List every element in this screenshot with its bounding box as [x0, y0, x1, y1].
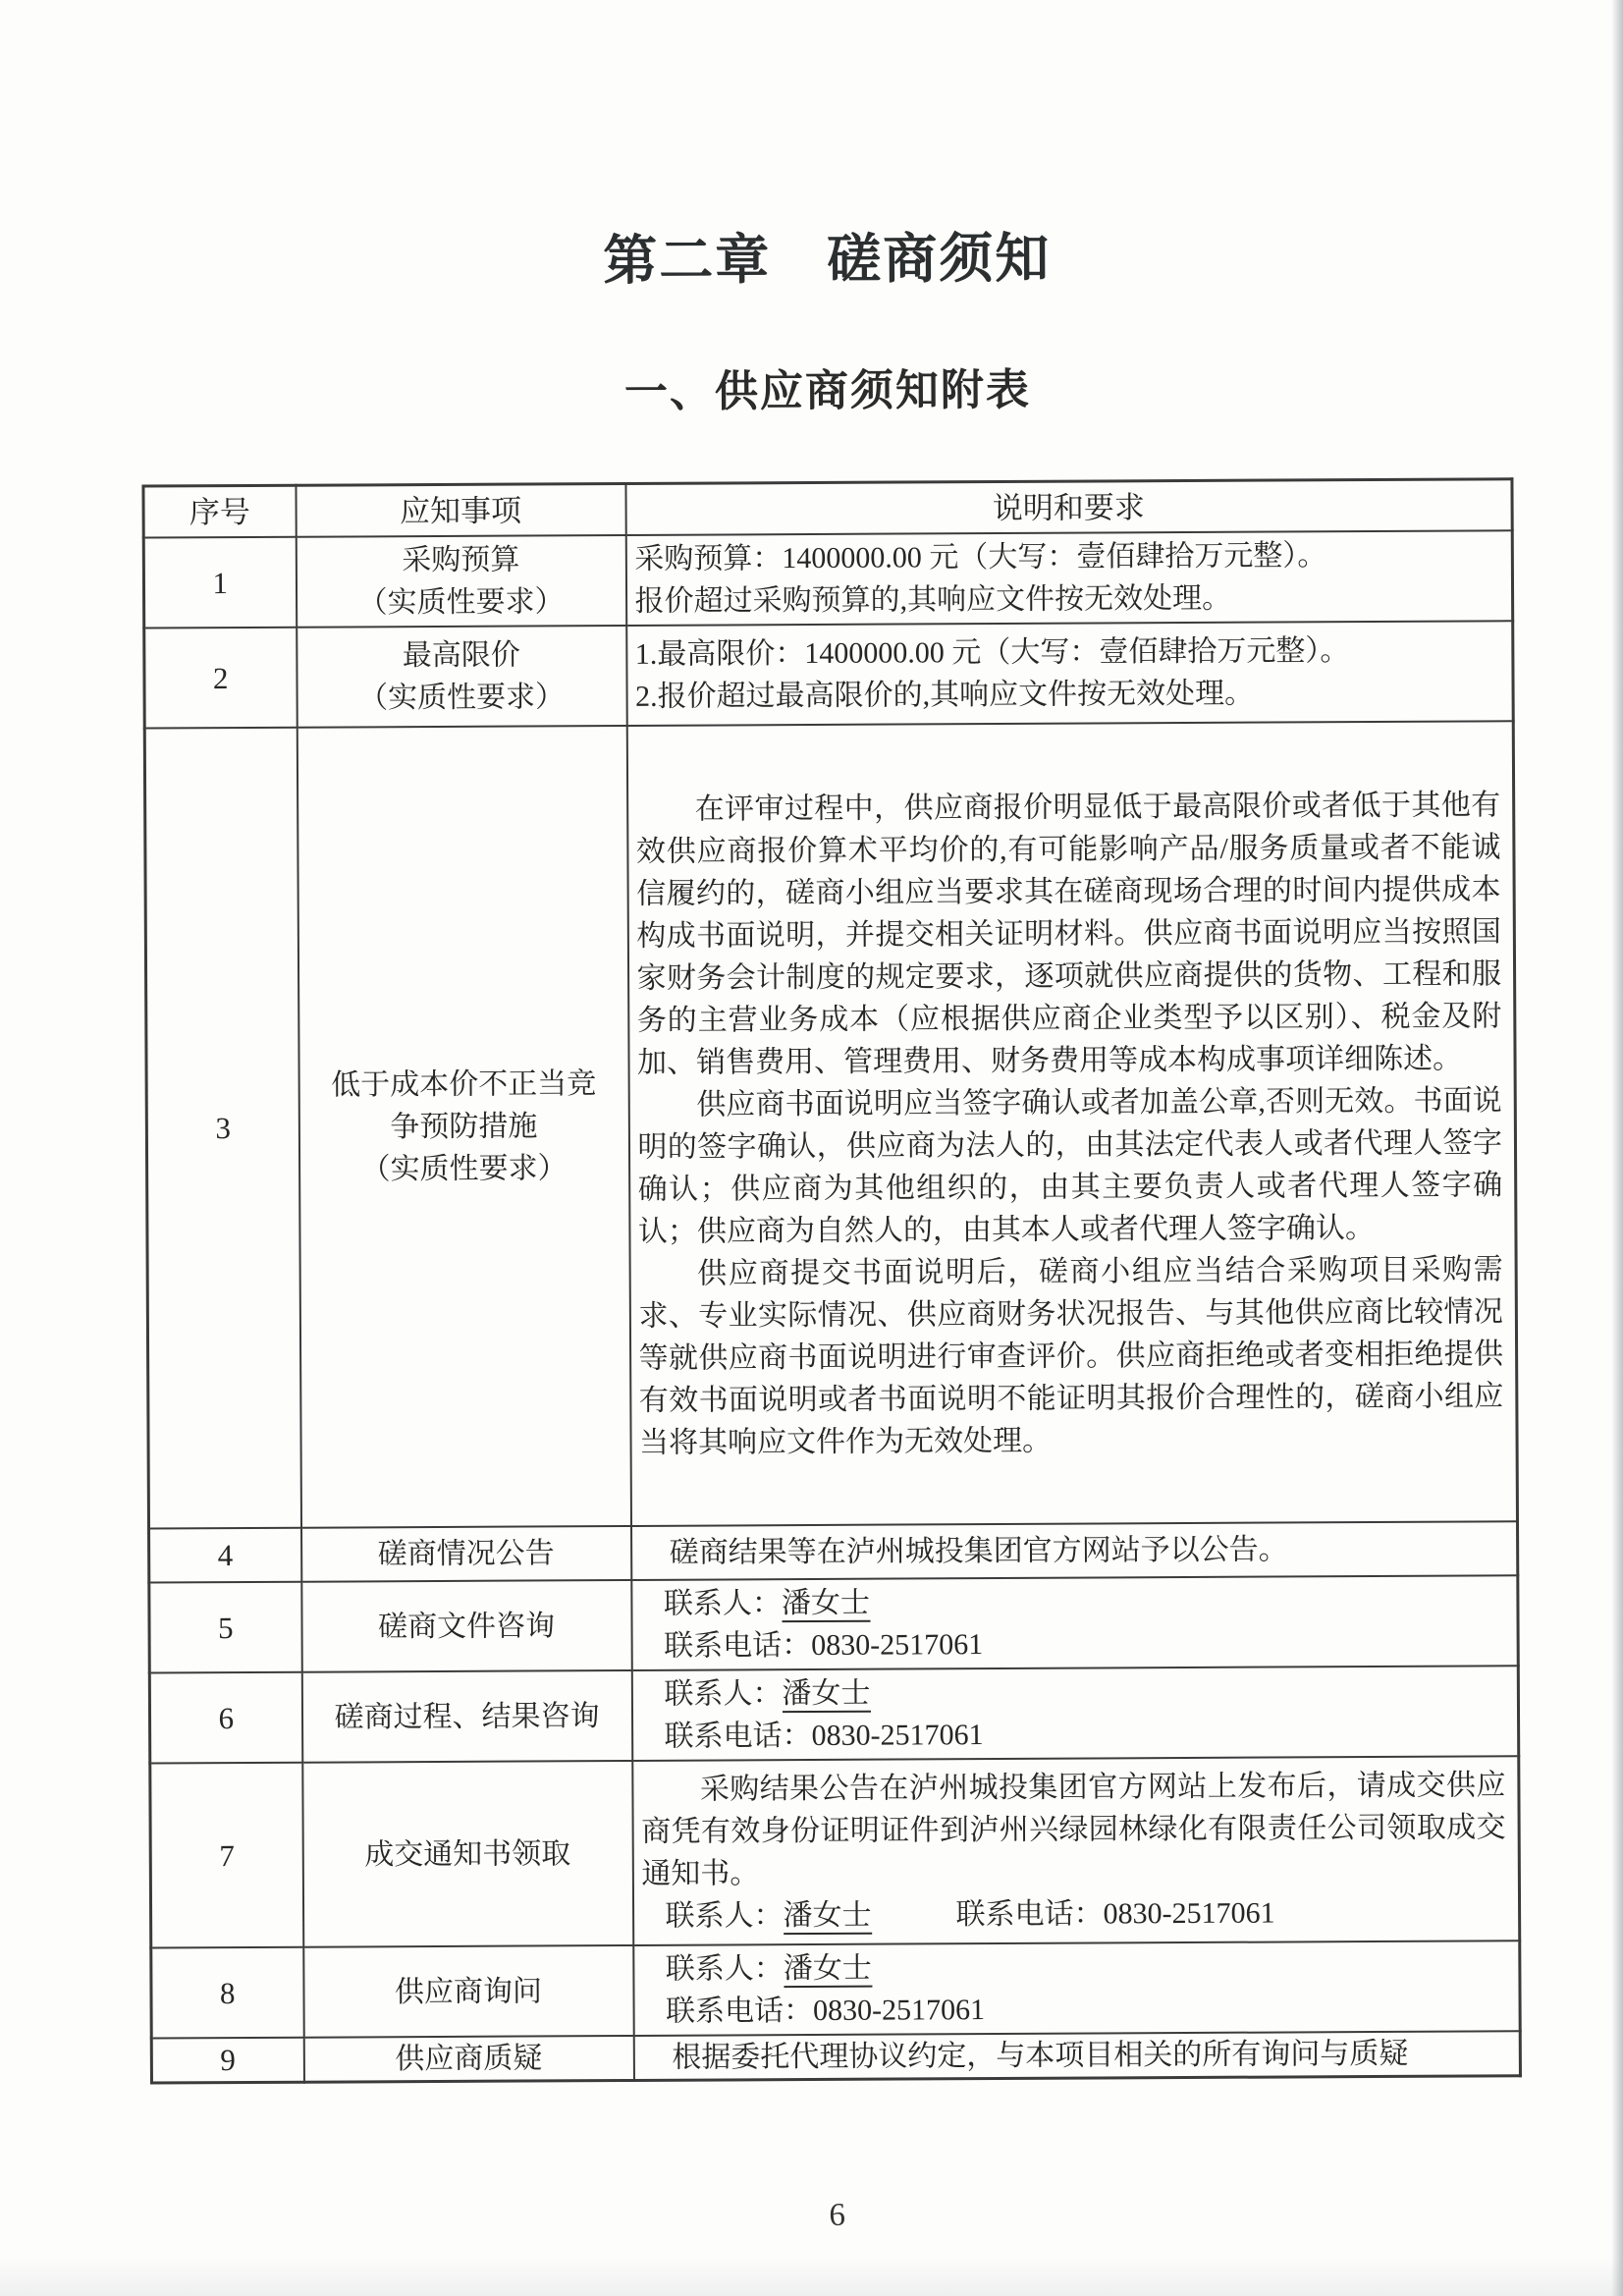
description-block: 1.最高限价：1400000.00 元（大写：壹佰肆拾万元整）。 [634, 634, 1350, 671]
page-number: 6 [829, 2197, 846, 2233]
description-block: 磋商结果等在泸州城投集团官方网站予以公告。 [669, 1533, 1288, 1569]
item-label: 磋商过程、结果咨询 [334, 1699, 600, 1734]
item-cell [302, 1761, 633, 1947]
page-title: 第二章 磋商须知 [603, 228, 1052, 292]
header-cell-desc: 说明和要求 [625, 479, 1512, 535]
item-label: 供应商质疑 [395, 2042, 543, 2076]
contact-name: 潘女士 [782, 1677, 870, 1713]
contact-name: 潘女士 [784, 1952, 872, 1988]
contact-phone: 联系电话：0830-2517061 [955, 1896, 1275, 1932]
header-cell-no: 序号 [143, 485, 296, 537]
description-block: 供应商书面说明应当签字确认或者加盖公章,否则无效。书面说明的签字确认，供应商为法人的，由其法定代表人或者代理人签字确认；供应商为其他组织的，由其主要负责人或者代理人签字确认；供应商为自然人的，由其本人或者代理人签字确认。 [637, 1083, 1503, 1248]
description-cell [633, 1941, 1520, 2036]
description-cell [631, 1521, 1518, 1580]
contact-name: 潘女士 [782, 1587, 870, 1622]
description-block: 联系电话：0830-2517061 [664, 1719, 984, 1753]
description-block: 报价超过采购预算的,其响应文件按无效处理。 [634, 581, 1232, 618]
row-number-cell: 3 [144, 728, 300, 1529]
table-row [144, 621, 1514, 728]
header-cell-item: 应知事项 [296, 483, 625, 536]
item-label: （实质性要求） [357, 585, 565, 620]
row-number-cell: 5 [149, 1582, 301, 1673]
table-row [144, 721, 1517, 1528]
item-label: 磋商文件咨询 [377, 1609, 556, 1643]
supplier-notice-table [141, 477, 1522, 2084]
table-row [150, 1756, 1520, 1947]
description-cell [632, 1756, 1520, 1945]
description-block: 采购结果公告在泸州城投集团官方网站上发布后，请成交供应商凭有效身份证明证件到泸州兴绿园林绿化有限责任公司领取成交通知书。 [641, 1769, 1506, 1890]
description-cell [626, 721, 1517, 1526]
description-block: 联系人：潘女士 [640, 1668, 1505, 1716]
table-header-row [143, 479, 1512, 538]
description-cell [631, 1575, 1518, 1670]
description-block: 联系人：潘女士 联系电话：0830-2517061 [641, 1890, 1506, 1938]
description-cell [633, 2031, 1520, 2080]
description-block: 联系人：潘女士 [640, 1578, 1505, 1625]
description-cell [631, 1666, 1518, 1761]
row-number-cell: 1 [143, 537, 296, 629]
row-number-cell: 8 [151, 1947, 303, 2039]
row-number-cell: 9 [151, 2038, 303, 2083]
item-cell [303, 2036, 633, 2082]
description-block: 根据委托代理协议约定，与本项目相关的所有询问与质疑 [672, 2037, 1409, 2074]
item-cell [297, 626, 627, 728]
item-label: 最高限价 [402, 638, 520, 673]
description-block: 联系电话：0830-2517061 [664, 1628, 984, 1663]
item-label: （实质性要求） [360, 1152, 568, 1186]
row-number-cell: 4 [149, 1528, 301, 1583]
item-label: 磋商情况公告 [377, 1537, 555, 1571]
item-label: 成交通知书领取 [364, 1836, 571, 1871]
description-block: 联系人：潘女士 [642, 1943, 1507, 1991]
row-number-cell: 7 [150, 1763, 303, 1948]
table-row [149, 1666, 1518, 1763]
description-cell [625, 530, 1512, 626]
item-cell [301, 1526, 631, 1582]
table-row [151, 1941, 1520, 2038]
row-number-cell: 6 [149, 1672, 301, 1764]
item-cell [301, 1580, 631, 1672]
item-label: 采购预算 [402, 543, 520, 577]
item-cell [301, 1670, 631, 1763]
contact-name: 潘女士 [784, 1899, 872, 1935]
item-label: 低于成本价不正当竞 [331, 1067, 597, 1102]
table-body [143, 530, 1520, 2083]
item-label: 供应商询问 [394, 1974, 543, 2008]
table-row [143, 530, 1512, 628]
item-label: 争预防措施 [390, 1110, 538, 1144]
description-block: 供应商提交书面说明后，磋商小组应当结合采购项目采购需求、专业实际情况、供应商财务状况报告、与其他供应商比较情况等就供应商书面说明进行审查评价。供应商拒绝或者变相拒绝提供有效书面说明或者书面说明不能证明其报价合理性的，磋商小组应当将其响应文件作为无效处理。 [638, 1252, 1504, 1459]
row-number-cell: 2 [144, 628, 298, 729]
description-block: 在评审过程中，供应商报价明显低于最高限价或者低于其他有效供应商报价算术平均价的,有可能影响产品/服务质量或者不能诚信履约的，磋商小组应当要求其在磋商现场合理的时间内提供成本构成书面说明，并提交相关证明材料。供应商书面说明应当按照国家财务会计制度的规定要求，逐项就供应商提供的货物、工程和服务的主营业务成本（应根据供应商企业类型予以区别）、税金及附加、销售费用、管理费用、财务费用等成本构成事项详细陈述。 [635, 788, 1502, 1079]
item-cell [296, 535, 625, 628]
table-row [149, 1575, 1518, 1672]
section-title: 一、供应商须知附表 [623, 365, 1032, 416]
description-block: 采购预算：1400000.00 元（大写：壹佰肆拾万元整）。 [634, 539, 1327, 575]
table-row [151, 2031, 1520, 2083]
item-label: （实质性要求） [358, 681, 566, 715]
description-block: 联系电话：0830-2517061 [666, 1994, 986, 2028]
description-cell [626, 621, 1514, 726]
item-cell [303, 1945, 633, 2038]
table-row [149, 1521, 1518, 1582]
item-cell [297, 726, 630, 1528]
description-block: 2.报价超过最高限价的,其响应文件按无效处理。 [635, 677, 1255, 713]
